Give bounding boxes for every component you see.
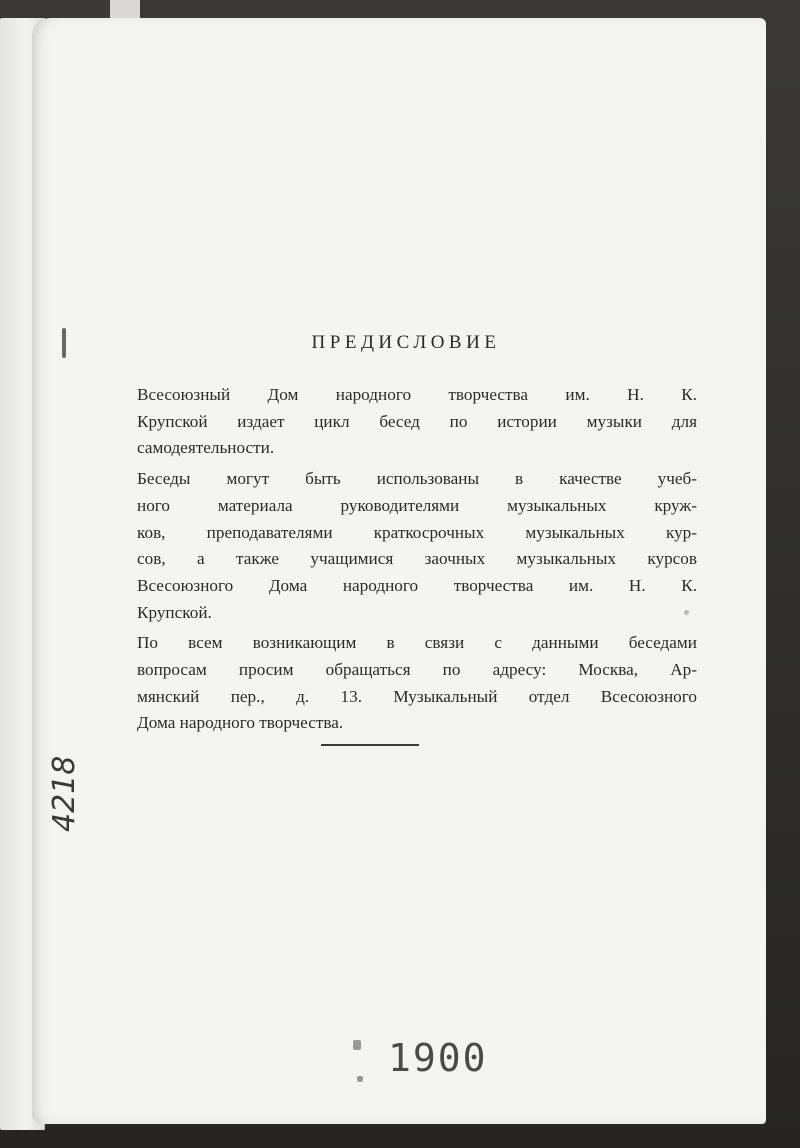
text-line: Всесоюзного Дома народного творчества им. Н. К. [137,575,697,595]
text-line: самодеятельности. [137,438,275,458]
text-line: ного материала руководителями музыкальных круж- [137,495,697,515]
text-line: Дома народного творчества. [137,713,344,733]
text-line: сов, а также учащимися заочных музыкальных курсов [137,549,697,569]
text-line: мянский пер., д. 13. Музыкальный отдел Всесоюзного [137,686,697,706]
page-title: ПРЕДИСЛОВИЕ [311,332,501,353]
section-divider [321,744,419,746]
text-line: Крупской издает цикл бесед по истории музыки для [137,411,697,431]
handwritten-inventory-number: 4218 [47,755,82,832]
text-line: ков, преподавателями краткосрочных музыкальных кур- [137,522,697,542]
preface-text [137,382,697,741]
paragraph-1 [137,382,697,462]
paragraph-2 [137,466,697,626]
text-line: вопросам просим обращаться по адресу: Москва, Ар- [137,660,697,680]
paragraph-3 [137,630,697,737]
stamp-speck [357,1076,363,1082]
stamp-number: 1900 [388,1036,488,1080]
text-line: Беседы могут быть использованы в качестве учеб- [137,469,697,489]
text-line: Крупской. [137,602,212,622]
text-line: Всесоюзный Дом народного творчества им. Н. К. [137,385,697,404]
book-page [32,18,766,1124]
stamp-speck [353,1040,361,1050]
paper-speck [684,610,689,615]
text-line: По всем возникающим в связи с данными беседами [137,633,697,653]
